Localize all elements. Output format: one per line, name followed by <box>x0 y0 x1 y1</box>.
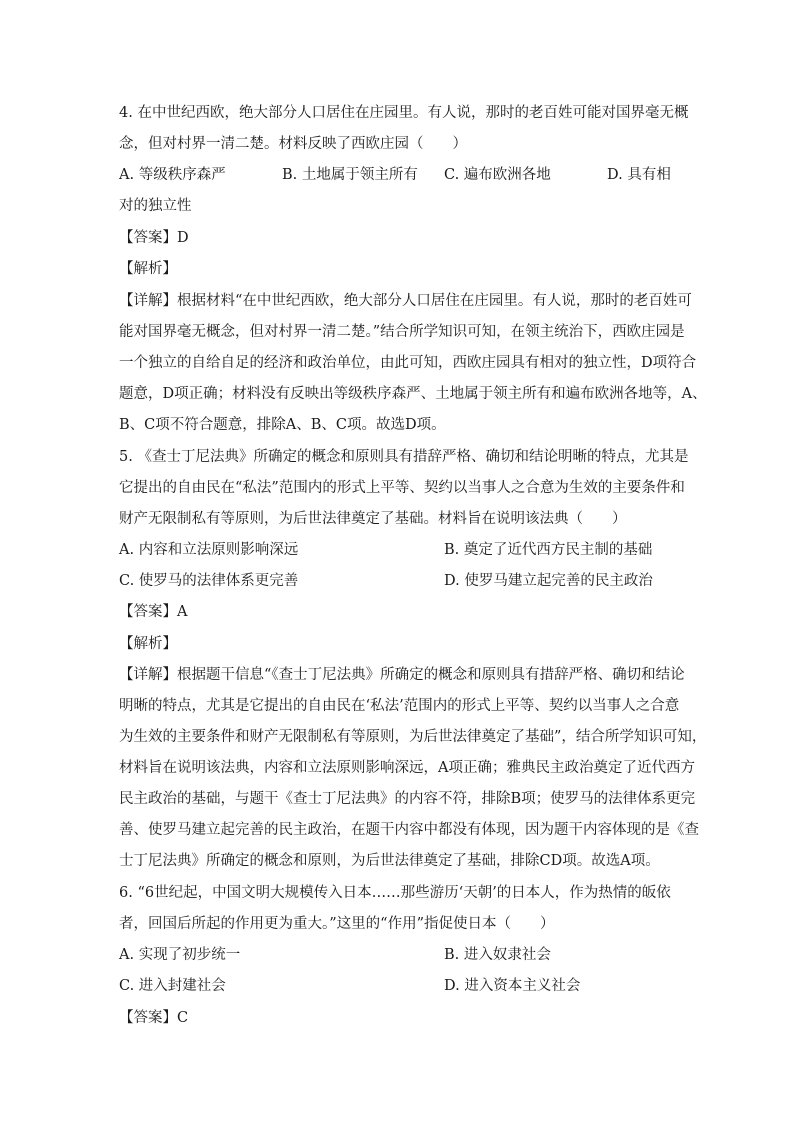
q5-detail-line-2: 明晰的特点，尤其是它提出的自由民在‘私法’范围内的形式上平等、契约以当事人之合意 <box>119 698 680 714</box>
q6-stem-line-1: 6. “6世纪起，中国文明大规模传入日本……那些游历‘天朝’的日本人，作为热情的皈依 <box>119 885 671 901</box>
q4-detail-line-3: 一个独立的自给自足的经济和政治单位，由此可知，西欧庄园具有相对的独立性，D项符合 <box>119 355 697 371</box>
q4-option-d: D. 具有相 <box>607 167 671 183</box>
q4-detail-line-1: 【详解】根据材料“在中世纪西欧，绝大部分人口居住在庄园里。有人说，那时的老百姓可 <box>119 293 692 309</box>
q6-option-b: B. 进入奴隶社会 <box>444 947 551 963</box>
q5-answer: 【答案】A <box>119 604 188 620</box>
q4-detail-line-4: 题意，D项正确；材料没有反映出等级秩序森严、土地属于领主所有和遍布欧洲各地等，A、 <box>119 386 707 402</box>
q6-option-c: C. 进入封建社会 <box>119 978 226 994</box>
q4-detail-line-2: 能对国界毫无概念，但对村界一清二楚。”结合所学知识可知，在领主统治下，西欧庄园是 <box>119 324 685 340</box>
q5-stem-line-3: 财产无限制私有等原则，为后世法律奠定了基础。材料旨在说明该法典（ ） <box>119 511 627 527</box>
q4-detail-line-5: B、C项不符合题意，排除A、B、C项。故选D项。 <box>119 417 446 433</box>
q6-stem-line-2: 者，回国后所起的作用更为重大。”这里的“作用”指促使日本（ ） <box>119 916 555 932</box>
q4-option-a: A. 等级秩序森严 <box>119 167 226 183</box>
q5-detail-line-3: 为生效的主要条件和财产无限制私有等原则，为后世法律奠定了基础”，结合所学知识可知， <box>119 729 707 745</box>
q5-option-d: D. 使罗马建立起完善的民主政治 <box>444 573 653 589</box>
q4-answer: 【答案】D <box>119 230 189 246</box>
q6-answer: 【答案】C <box>119 1010 189 1026</box>
q6-option-d: D. 进入资本主义社会 <box>444 978 581 994</box>
q5-detail-line-7: 士丁尼法典》所确定的概念和原则，为后世法律奠定了基础，排除CD项。故选A项。 <box>119 853 660 869</box>
q5-detail-line-6: 善、使罗马建立起完善的民主政治，在题干内容中都没有体现，因为题干内容体现的是《查 <box>119 822 699 838</box>
q6-option-a: A. 实现了初步统一 <box>119 947 241 963</box>
q5-detail-line-1: 【详解】根据题干信息“《查士丁尼法典》所确定的概念和原则具有措辞严格、确切和结论 <box>119 667 685 683</box>
q4-stem-line-2: 念，但对村界一清二楚。材料反映了西欧庄园（ ） <box>119 136 467 152</box>
q4-analysis-heading: 【解析】 <box>119 261 177 277</box>
q5-stem-line-2: 它提出的自由民在“私法”范围内的形式上平等、契约以当事人之合意为生效的主要条件和 <box>119 480 685 496</box>
q5-option-b: B. 奠定了近代西方民主制的基础 <box>444 542 653 558</box>
q4-option-d-continued: 对的独立性 <box>119 198 192 214</box>
q4-option-c: C. 遍布欧洲各地 <box>444 167 551 183</box>
q5-detail-line-5: 民主政治的基础，与题干《查士丁尼法典》的内容不符，排除B项；使罗马的法律体系更完 <box>119 791 696 807</box>
q4-option-b: B. 土地属于领主所有 <box>282 167 418 183</box>
q4-stem-line-1: 4. 在中世纪西欧，绝大部分人口居住在庄园里。有人说，那时的老百姓可能对国界毫无概 <box>119 105 689 121</box>
q5-option-a: A. 内容和立法原则影响深远 <box>119 542 299 558</box>
q5-option-c: C. 使罗马的法律体系更完善 <box>119 573 299 589</box>
q5-stem-line-1: 5. 《查士丁尼法典》所确定的概念和原则具有措辞严格、确切和结论明晰的特点，尤其是 <box>119 449 689 465</box>
q5-analysis-heading: 【解析】 <box>119 636 177 652</box>
q5-detail-line-4: 材料旨在说明该法典，内容和立法原则影响深远，A项正确；雅典民主政治奠定了近代西方 <box>119 760 695 776</box>
